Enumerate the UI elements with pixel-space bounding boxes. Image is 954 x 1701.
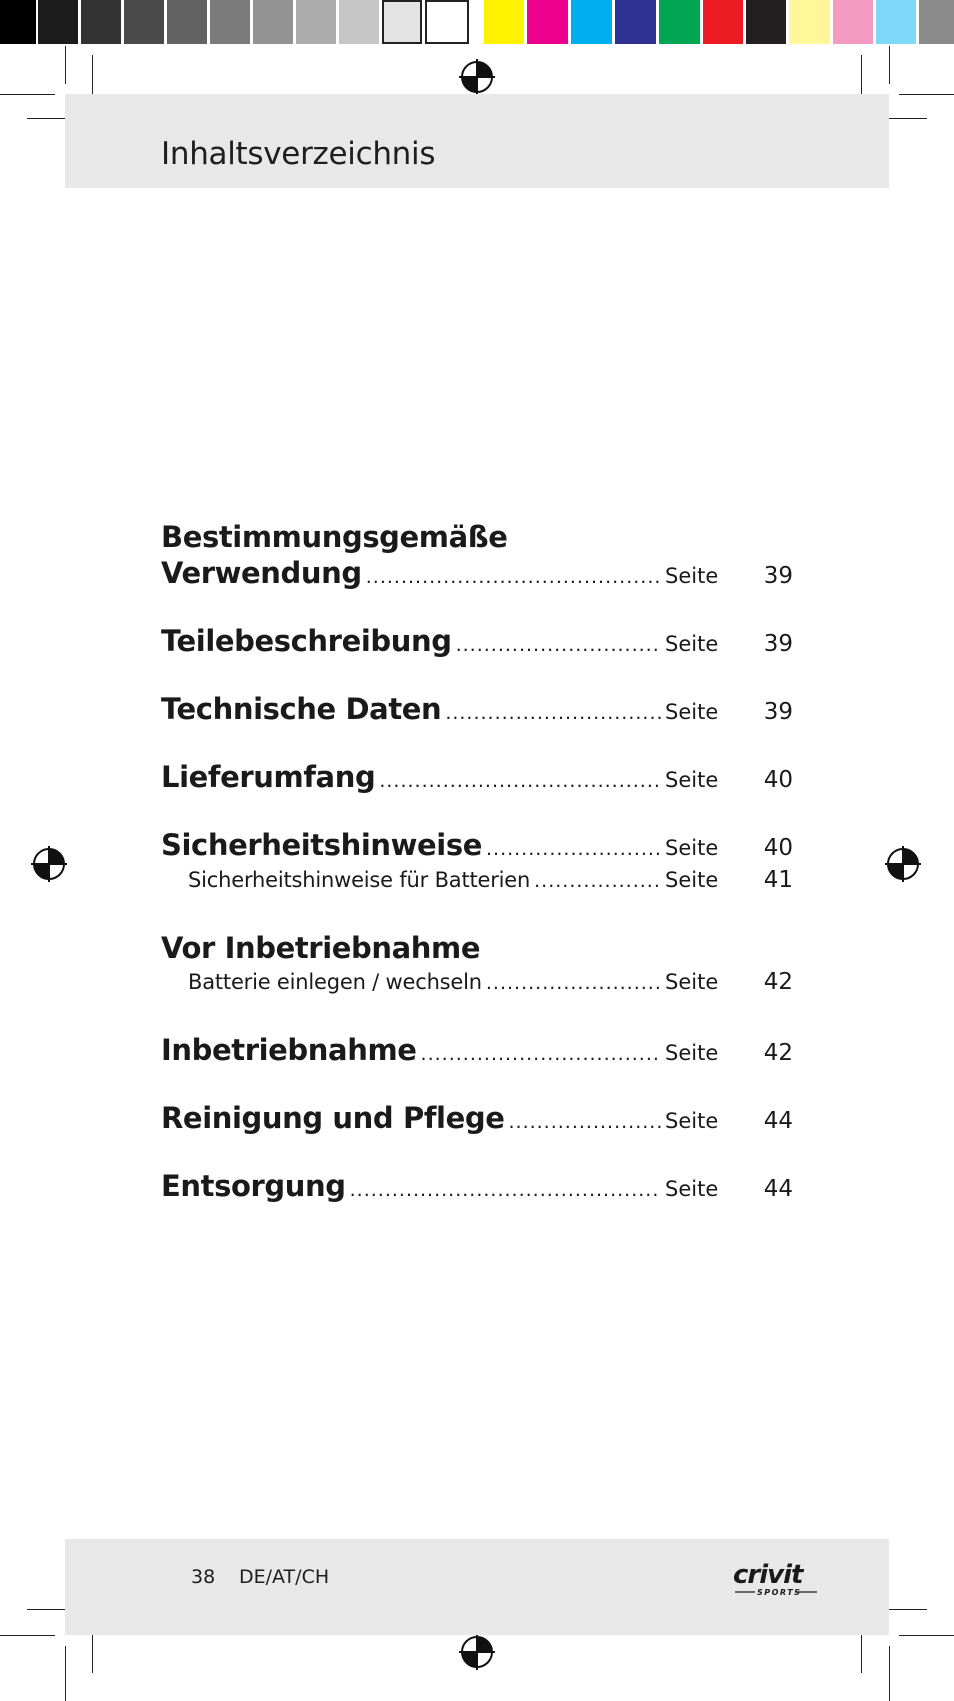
toc-entry[interactable]	[161, 931, 793, 965]
seite-label: Seite	[665, 564, 719, 588]
seite-label: Seite	[665, 836, 719, 860]
toc-entry[interactable]	[161, 520, 793, 594]
toc-page-number: 39	[763, 699, 793, 725]
color-swatch	[615, 0, 656, 44]
toc-entry-label: Verwendung	[161, 556, 362, 590]
toc-page-number: 40	[763, 835, 793, 861]
color-swatch	[571, 0, 612, 44]
toc-entry-label: Lieferumfang	[161, 760, 376, 794]
seite-label: Seite	[665, 1109, 719, 1133]
footer-region: DE/AT/CH	[239, 1566, 330, 1588]
leader-dots	[456, 634, 661, 656]
color-swatch	[339, 0, 379, 44]
leader-dots	[486, 972, 661, 994]
crivit-sports-logo	[725, 1547, 835, 1607]
leader-dots	[445, 702, 661, 724]
crop-mark	[0, 94, 55, 95]
logo-subtext: SPORTS	[757, 1588, 802, 1597]
toc-page-number: 44	[763, 1108, 793, 1134]
toc-page-number: 39	[763, 563, 793, 589]
registration-mark-icon	[459, 1634, 495, 1670]
toc-page-number: 44	[763, 1176, 793, 1202]
color-swatch	[527, 0, 568, 44]
toc-page-number: 39	[763, 631, 793, 657]
leader-dots	[486, 838, 661, 860]
seite-label: Seite	[665, 970, 719, 994]
color-swatch	[0, 0, 36, 44]
color-swatch	[296, 0, 336, 44]
crop-mark	[889, 46, 890, 84]
color-swatch	[703, 0, 743, 44]
footer-band	[65, 1539, 889, 1635]
color-swatch	[789, 0, 830, 44]
toc-subentry-label: Sicherheitshinweise für Batterien	[188, 868, 531, 892]
registration-mark-icon	[459, 59, 495, 95]
color-swatch	[659, 0, 700, 44]
crop-mark	[27, 1609, 65, 1610]
color-swatch	[167, 0, 207, 44]
crop-mark	[899, 1635, 954, 1636]
leader-dots	[421, 1043, 661, 1065]
toc-entry-label: Inbetriebnahme	[161, 1033, 417, 1067]
toc-entry-label: Vor Inbetriebnahme	[161, 931, 481, 965]
color-swatch	[124, 0, 164, 44]
seite-label: Seite	[665, 1177, 719, 1201]
color-swatch	[210, 0, 250, 44]
seite-label: Seite	[665, 632, 719, 656]
toc-entry-label: Reinigung und Pflege	[161, 1101, 505, 1135]
leader-dots	[350, 1179, 661, 1201]
leader-dots	[379, 770, 661, 792]
toc-subentry-label: Batterie einlegen / wechseln	[188, 970, 482, 994]
color-swatch	[876, 0, 916, 44]
color-swatch	[484, 0, 524, 44]
color-swatch	[833, 0, 873, 44]
seite-label: Seite	[665, 768, 719, 792]
registration-mark-icon	[885, 846, 921, 882]
seite-label: Seite	[665, 700, 719, 724]
toc-entry-label: Entsorgung	[161, 1169, 346, 1203]
crop-mark	[27, 118, 65, 119]
color-swatch	[81, 0, 121, 44]
color-swatch	[919, 0, 954, 44]
toc-page-number: 40	[763, 767, 793, 793]
color-swatch	[746, 0, 786, 44]
crop-mark	[65, 1646, 66, 1701]
page-title: Inhaltsverzeichnis	[161, 136, 436, 172]
leader-dots	[366, 566, 661, 588]
logo-wordmark: crivit	[733, 1560, 803, 1590]
toc-entry-label: Technische Daten	[161, 692, 442, 726]
seite-label: Seite	[665, 868, 719, 892]
toc-entry-label-line: Bestimmungsgemäße	[161, 520, 508, 554]
leader-dots	[508, 1111, 661, 1133]
crop-mark	[899, 94, 954, 95]
color-swatch	[382, 0, 422, 44]
color-swatch	[253, 0, 293, 44]
toc-page-number: 41	[763, 867, 793, 893]
seite-label: Seite	[665, 1041, 719, 1065]
registration-mark-icon	[31, 846, 67, 882]
toc-entry-label: Sicherheitshinweise	[161, 828, 482, 862]
color-swatch	[425, 0, 469, 44]
crop-mark	[0, 1635, 55, 1636]
header-band	[65, 94, 889, 188]
crop-mark	[889, 1646, 890, 1701]
crop-mark	[889, 1609, 927, 1610]
color-swatch	[38, 0, 78, 44]
crop-mark	[889, 118, 927, 119]
toc-page-number: 42	[763, 969, 793, 995]
toc-entry-label: Teilebeschreibung	[161, 624, 452, 658]
toc-page-number: 42	[763, 1040, 793, 1066]
footer-page-number: 38	[191, 1566, 216, 1588]
color-calibration-bar	[0, 0, 954, 46]
leader-dots	[534, 870, 661, 892]
crop-mark	[65, 46, 66, 84]
